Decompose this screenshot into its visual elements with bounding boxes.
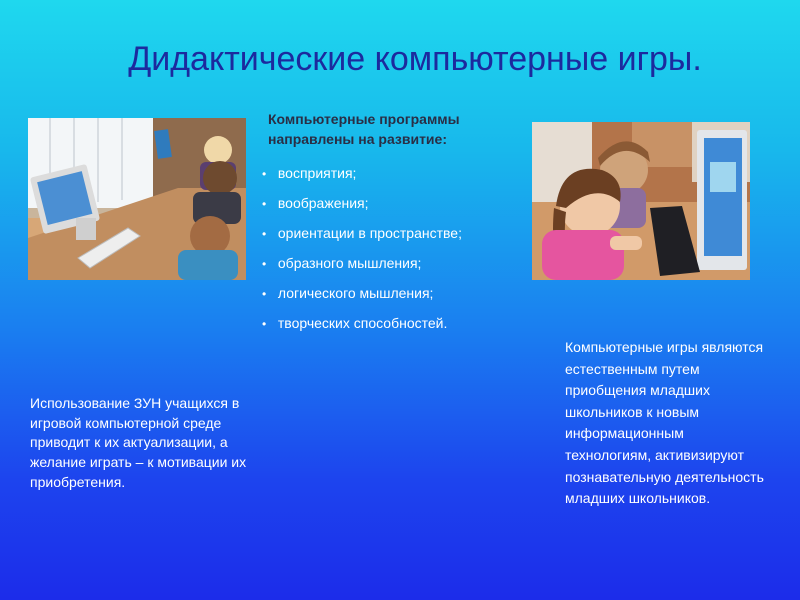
computer-games-text: Компьютерные игры являются естественным путем приобщения младших школьников к новым информационным технологиям, активизируют познавательную деятельность младших школьников. bbox=[565, 339, 764, 507]
children-at-computers-photo bbox=[28, 118, 246, 280]
list-item bbox=[262, 248, 462, 278]
bullet-icon: • bbox=[262, 167, 267, 181]
list-item bbox=[262, 278, 462, 308]
two-children-at-computer-photo bbox=[532, 122, 750, 280]
bullet-icon: • bbox=[262, 287, 267, 301]
zun-usage-text: Использование ЗУН учащихся в игровой компьютерной среде приводит к их актуализации, а желание играть – к мотивации их приобретения. bbox=[30, 395, 247, 490]
list-item-label: воображения; bbox=[277, 195, 369, 211]
bullet-icon: • bbox=[262, 197, 267, 211]
bullet-icon: • bbox=[262, 317, 267, 331]
list-item bbox=[262, 308, 462, 338]
list-item-label: восприятия; bbox=[277, 165, 357, 181]
list-item-label: творческих способностей. bbox=[277, 315, 448, 331]
bullet-icon: • bbox=[262, 227, 267, 241]
list-item-label: образного мышления; bbox=[277, 255, 422, 271]
development-list bbox=[262, 158, 462, 338]
list-item bbox=[262, 218, 462, 248]
bullet-icon: • bbox=[262, 257, 267, 271]
slide-title: Дидактические компьютерные игры. bbox=[128, 40, 702, 78]
list-item-label: ориентации в пространстве; bbox=[277, 225, 462, 241]
list-item-label: логического мышления; bbox=[277, 285, 434, 301]
list-item bbox=[262, 188, 462, 218]
list-item bbox=[262, 158, 462, 188]
development-heading: Компьютерные программы направлены на развитие: bbox=[268, 111, 460, 147]
